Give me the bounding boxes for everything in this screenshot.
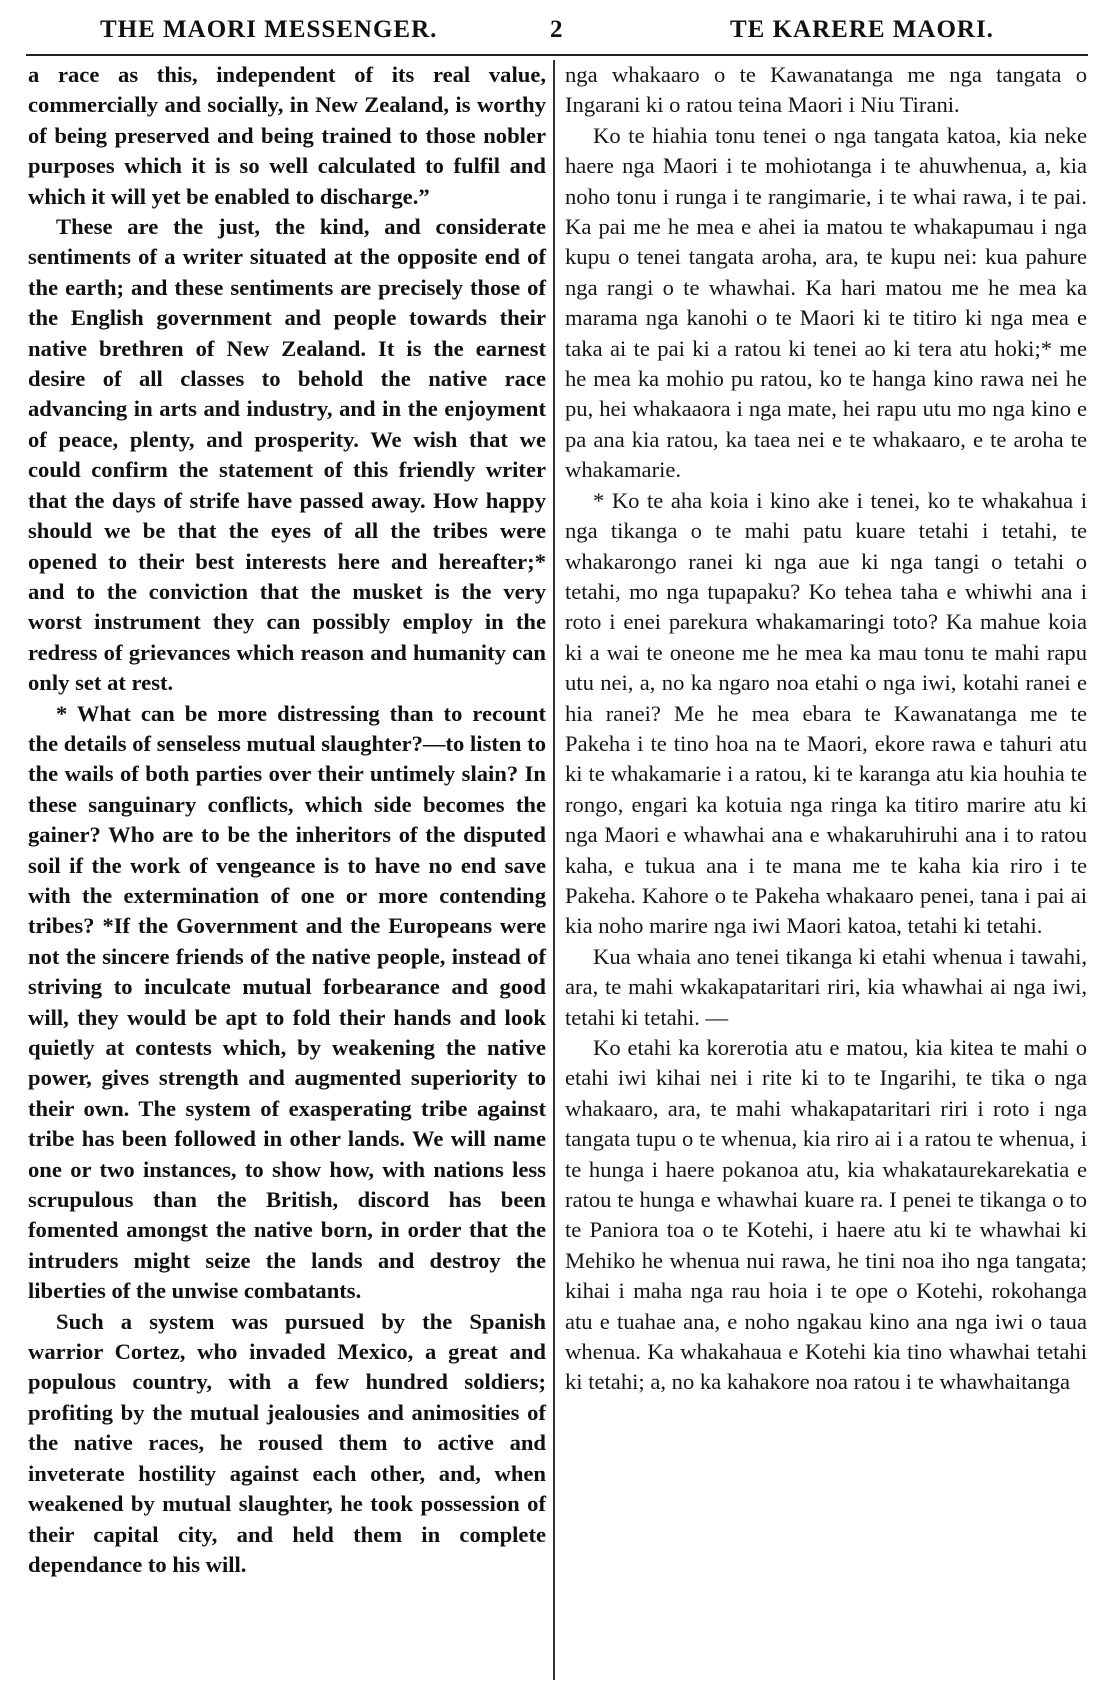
masthead [30,8,1084,48]
maori-column [565,60,1087,1398]
maori-paragraph: nga whakaaro o te Kawanatanga me nga tangata o Ingarani ki o ratou teina Maori i Niu Tirani. [565,62,1087,118]
english-paragraph: * What can be more distressing than to recount the details of senseless mutual slaughter?—to listen to the wails of both parties over their untimely slain? In these sanguinary conflicts, which side becomes the gainer? Who are to be the inheritors of the disputed soil if the work of vengeance is to have no end save with the extermination of one or more contending tribes? *If the Government and the Europeans were not the sincere friends of the native people, instead of striving to inculcate mutual forbearance and good will, they would be apt to fold their hands and look quietly at contests which, by weakening the native power, gives strength and augmented superiority to their own. The system of exasperating tribe against tribe has been followed in other lands. We will name one or two instances, to show how, with nations less scrupulous than the British, discord has been fomented amongst the native born, in order that the intruders might seize the lands and destroy the liberties of the unwise combatants. [28,700,546,1304]
english-paragraph: These are the just, the kind, and considerate sentiments of a writer situated at the opposite end of the earth; and these sentiments are precisely those of the English government and people towards their native brethren of New Zealand. It is the earnest desire of all classes to behold the native race advancing in arts and industry, and in the enjoyment of peace, plenty, and prosperity. We wish that we could confirm the statement of this friendly writer that the days of strife have passed away. How happy should we be that the eyes of all the tribes were opened to their best interests here and hereafter;* and to the conviction that the musket is the very worst instrument they can possibly employ in the redress of grievances which reason and humanity can only set at rest. [28,214,546,696]
column-divider [553,60,555,1680]
english-paragraph: Such a system was pursued by the Spanish warrior Cortez, who invaded Mexico, a great and populous country, with a few hundred soldiers; profiting by the mutual jealousies and animosities of the native races, he roused them to active and inveterate hostility against each other, and, when weakened by mutual slaughter, he took possession of their capital city, and held them in complete dependance to his will. [28,1308,546,1577]
english-column [28,60,546,1580]
maori-paragraph: Ko etahi ka korerotia atu e matou, kia kitea te mahi o etahi iwi kihai nei i rite ki to te Ingarihi, te tika o nga whakaaro, ara, te mahi whakapataritari riri i roto i nga tangata tupu o te whenua, kia riro ai i a ratou te whenua, i te hunga i haere pokanoa atu, kia whakataurekarekatia e ratou te hunga e whawhai kuare ra. I penei te tikanga o to te Paniora toa o te Kotehi, i haere atu ki te whawhai ki Mehiko he whenua nui rawa, he tini noa iho nga tangata; kihai i maha nga rau hoia i te ope o Kotehi, rokohanga atu e tuahae ana, e noho ngakau kino ana nga iwi o taua whenua. Ka whakahaua e Kotehi kia tino whawhai tetahi ki tetahi; a, no ka kahakore noa ratou i te whawhaitanga [565,1035,1087,1395]
header-rule [26,54,1088,56]
english-title: THE MAORI MESSENGER. [100,16,438,43]
maori-paragraph: * Ko te aha koia i kino ake i tenei, ko te whakahua i nga tikanga o te mahi patu kuare tetahi i tetahi, te whakarongo ranei ki nga aue ki nga tangi o tetahi o tetahi, mo nga tupapaku? Ko tehea taha e whiwhi ana i roto i enei parekura whakamaringi toto? Ka mahue koia ki a wai te oneone me he mea ka mau tonu te mahi rapu utu nei, a, no ka ngaro noa etahi o nga iwi, kotahi ranei e hia ranei? Me he mea ebara te Kawanatanga me te Pakeha i te tino hoa na te Maori, ekore rawa e tahuri atu ki te whakamarie i a ratou, ki te karanga atu kia houhia te rongo, engari ka kotuia nga ringa ka titiro marire atu ki nga Maori e whawhai ana e whakaruhiruhi ana i to ratou kaha, e tukua ana i te mana me te kaha kia riro i te Pakeha. Kahore o te Pakeha whakaaro penei, tana i pai ai kia noho marire nga iwi Maori katoa, tetahi ki tetahi. [565,487,1087,939]
english-paragraph: a race as this, independent of its real value, commercially and socially, in New Zealand, is worthy of being preserved and being trained to those nobler purposes which it is so well calculated to fulfil and which it will yet be enabled to discharge.” [28,62,546,209]
maori-paragraph: Kua whaia ano tenei tikanga ki etahi whenua i tawahi, ara, te mahi wkakapataritari riri, kia whawhai ai nga iwi, tetahi ki tetahi. — [565,943,1087,1030]
maori-paragraph: Ko te hiahia tonu tenei o nga tangata katoa, kia neke haere nga Maori i te mohiotanga i te ahuwhenua, a, kia noho tonu i runga i te rangimarie, i te whai rawa, i te pai. Ka pai me he mea e ahei ia matou te whakapumau i nga kupu o tenei tangata aroha, ara, te kupu nei: kua pahure nga rangi o te whawhai. Ka hari matou me he mea ka marama nga kanohi o te Maori ki te titiro ki nga mea e taka ai te pai ki a ratou ki tenei ao ki tera atu hoki;* me he mea ka mohio pu ratou, ko te hanga kino rawa nei he pu, hei whakaaora i nga mate, hei rapu utu mo nga kino e pa ana kia ratou, ka taea nei e te whakaaro, e te aroha te whakamarie. [565,122,1087,483]
page-number: 2 [550,16,564,43]
maori-title: TE KARERE MAORI. [730,16,994,43]
